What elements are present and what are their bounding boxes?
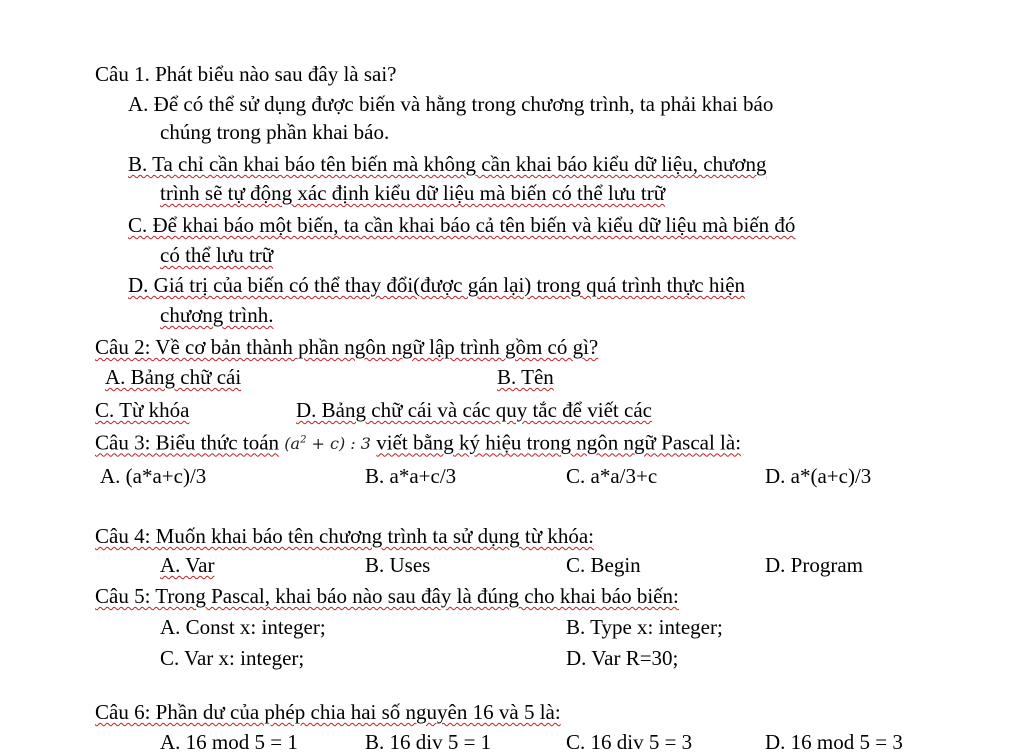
q1-option-a-line1: A. Để có thể sử dụng được biến và hằng trong chương trình, ta phải khai báo bbox=[128, 92, 774, 116]
q1-option-d-line2: chương trình. bbox=[160, 303, 274, 327]
q2-option-b: B. Tên bbox=[497, 365, 554, 389]
q1-option-c-line1: C. Để khai báo một biến, ta cần khai báo cả tên biến và kiểu dữ liệu mà biến đó bbox=[128, 213, 796, 237]
q2-title: Câu 2: Về cơ bản thành phần ngôn ngữ lập trình gồm có gì? bbox=[95, 335, 599, 359]
q5-title: Câu 5: Trong Pascal, khai báo nào sau đây là đúng cho khai báo biến: bbox=[95, 584, 679, 608]
q3-option-c: C. a*a/3+c bbox=[566, 464, 658, 488]
q1-option-a-line2: chúng trong phần khai báo. bbox=[160, 120, 390, 144]
q2-option-c: C. Từ khóa bbox=[95, 398, 190, 422]
q5-option-a: A. Const x: integer; bbox=[160, 615, 326, 639]
q5-option-b: B. Type x: integer; bbox=[566, 615, 723, 639]
q1-option-b-line2: trình sẽ tự động xác định kiểu dữ liệu mà biến có thể lưu trữ bbox=[160, 181, 666, 205]
q4-option-a: A. Var bbox=[160, 553, 215, 577]
q3-math-expression: $(a^2 + c)$ : 3 bbox=[284, 434, 371, 454]
q3-option-d: D. a*(a+c)/3 bbox=[765, 464, 872, 488]
q4-option-b: B. Uses bbox=[365, 553, 431, 577]
q2-option-a: A. Bảng chữ cái bbox=[105, 365, 242, 389]
q6-option-a: A. 16 mod 5 = 1 bbox=[160, 730, 298, 754]
q3-option-b: B. a*a+c/3 bbox=[365, 464, 457, 488]
q6-option-d: D. 16 mod 5 = 3 bbox=[765, 730, 903, 754]
q6-title: Câu 6: Phần dư của phép chia hai số nguyên 16 và 5 là: bbox=[95, 700, 561, 724]
q6-option-b: B. 16 div 5 = 1 bbox=[365, 730, 492, 754]
q4-option-d: D. Program bbox=[765, 553, 863, 577]
q1-option-c-line2: có thể lưu trữ bbox=[160, 243, 274, 267]
q5-option-d: D. Var R=30; bbox=[566, 646, 679, 670]
q1-option-b-line1: B. Ta chỉ cần khai báo tên biến mà không cần khai báo kiểu dữ liệu, chương bbox=[128, 152, 767, 176]
q1-option-d-line1: D. Giá trị của biến có thể thay đổi(được gán lại) trong quá trình thực hiện bbox=[128, 273, 746, 297]
q1-title: Câu 1. Phát biểu nào sau đây là sai? bbox=[95, 62, 397, 86]
q4-option-c: C. Begin bbox=[566, 553, 641, 577]
q3-option-a: A. (a*a+c)/3 bbox=[100, 464, 207, 488]
q5-option-c: C. Var x: integer; bbox=[160, 646, 305, 670]
q2-option-d: D. Bảng chữ cái và các quy tắc để viết các bbox=[296, 398, 652, 422]
q3-title: Câu 3: Biểu thức toán $(a^2 + c)$ : 3 viết bằng ký hiệu trong ngôn ngữ Pascal là: bbox=[95, 430, 742, 455]
q4-title: Câu 4: Muốn khai báo tên chương trình ta sử dụng từ khóa: bbox=[95, 524, 595, 548]
q6-option-c: C. 16 div 5 = 3 bbox=[566, 730, 693, 754]
